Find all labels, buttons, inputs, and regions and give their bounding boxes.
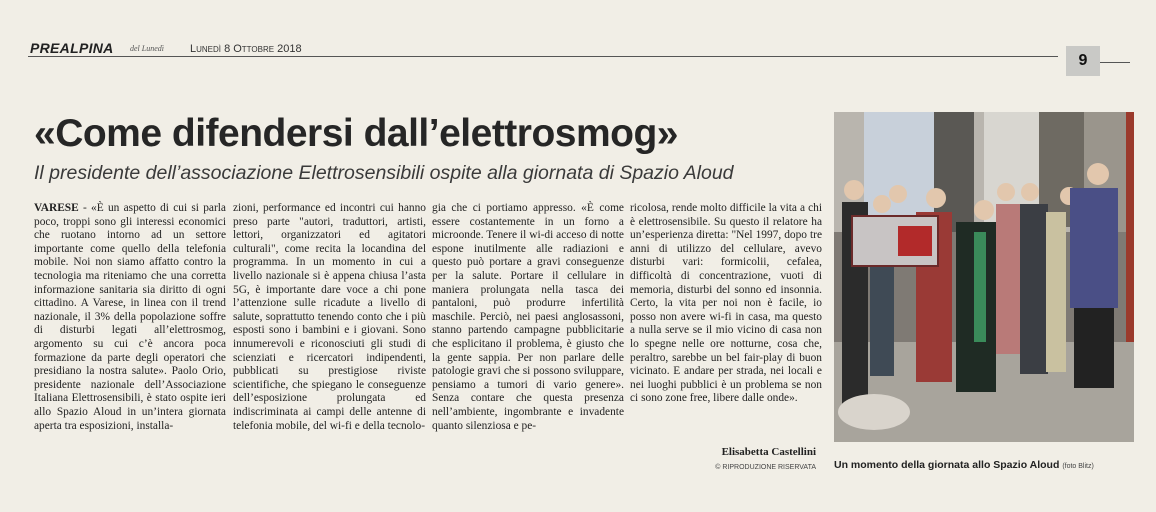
article-subheadline: Il presidente dell’associazione Elettrosensibili ospite alla giornata di Spazio Aloud [34, 162, 734, 184]
newspaper-logo-subtitle: del Lunedì [130, 44, 164, 53]
photo-credit: (foto Blitz) [1062, 463, 1094, 470]
page-number: 9 [1066, 46, 1100, 76]
article-headline: «Come difendersi dall’elettrosmog» [34, 112, 679, 155]
masthead [0, 0, 1156, 92]
copyright-notice: © RIPRODUZIONE RISERVATA [715, 464, 816, 471]
page-number-rule [1100, 62, 1130, 63]
article-column-3 [432, 202, 624, 433]
dateline-place: VARESE [34, 202, 79, 214]
column-4-text: ricolosa, rende molto difficile la vita a chi è elettrosensibile. Su questo il relatore ha un’esperienza diretta: "Nel 1997, dopo tre anni di utilizzo del cellulare, avevo disturbi vari: formicolii, cefalea, difficoltà di concentrazione, vuoti di memoria, disturbi del sonno ed insonnia. Certo, la vita per noi non è facile, io posso non avere wi-fi in casa, ma questo a nulla serve se il mio vicino di casa non lo spegne nelle ore notturne, cosa che, peraltro, sarebbe un bel fair-play di buon vicinato. E andare per strada, nei locali e nei luoghi pubblici è un problema se non ci sono zone free, libere dalle onde». [630, 202, 822, 405]
article-column-1 [34, 202, 226, 433]
issue-date: Lunedì 8 Ottobre 2018 [190, 43, 302, 55]
column-3-text: gia che ci portiamo appresso. «È come essere costantemente in un forno a microonde. Tenere il wi-di acceso di notte espone inutilmente alle radiazioni e questo può portare a gravi conseguenze per la salute. Portare il cellulare in maniera prolungata nella tasca dei pantaloni, può produrre infertilità maschile. Perciò, nei paesi anglosassoni, stanno partendo campagne pubblicitarie che esplicitano il problema, è giusto che la gente sappia. Per non parlare delle patologie gravi che si possono sviluppare, pensiamo a tumori di vario genere». Senza contare che questa presenza nell’ambiente, ingombrante e invadente quanto silenziosa e pe- [432, 202, 624, 432]
header-rule [28, 56, 1058, 57]
article-column-2 [233, 202, 426, 433]
column-2-text: zioni, performance ed incontri cui hanno preso parte "autori, traduttori, artisti, lettori, organizzatori ed agitatori culturali", come recita la locandina del programma. In un momento in cui a livello nazionale si è appena chiusa l’asta 5G, è importante dare voce a chi pone l’attenzione sulle ricadute a livello di salute, soprattutto tenendo conto che i più esposti sono i bambini e i giovani. Sono innumerevoli e riconosciuti gli studi di scienziati e ricercatori indipendenti, pubblicati su prestigiose riviste scientifiche, che spiegano le conseguenze dell’esposizione prolungata ed indiscriminata ai campi delle antenne di telefonia mobile, del wi-fi e della tecnolo- [233, 202, 426, 432]
event-group-photo [834, 112, 1134, 442]
group-photo-illustration [834, 112, 1134, 442]
photo-caption-text: Un momento della giornata allo Spazio Aloud [834, 459, 1060, 471]
article-column-4 [630, 202, 822, 406]
article-byline: Elisabetta Castellini [721, 446, 816, 458]
photo-caption [834, 459, 1094, 471]
newspaper-logo: PREALPINA [30, 40, 114, 56]
column-1-text: - «È un aspetto di cui si parla poco, troppi sono gli interessi economici che ruotano intorno ad un settore importante come quello della telefonia mobile. Noi non siamo affatto contro la tecnologia ma riteniamo che una corretta informazione sanitaria sia diritto di ogni cittadino. A Varese, in linea con il trend nazionale, il 3% della popolazione soffre di disturbi legati all’elettrosmog, argomento su cui c’è ancora poca formazione da parte degli operatori che presidiano la nostra salute». Paolo Orio, presidente nazionale dell’Associazione Italiana Elettrosensibili, è stato ospite ieri allo Spazio Aloud in un’intera giornata aperta tra esposizioni, installa- [34, 202, 226, 432]
